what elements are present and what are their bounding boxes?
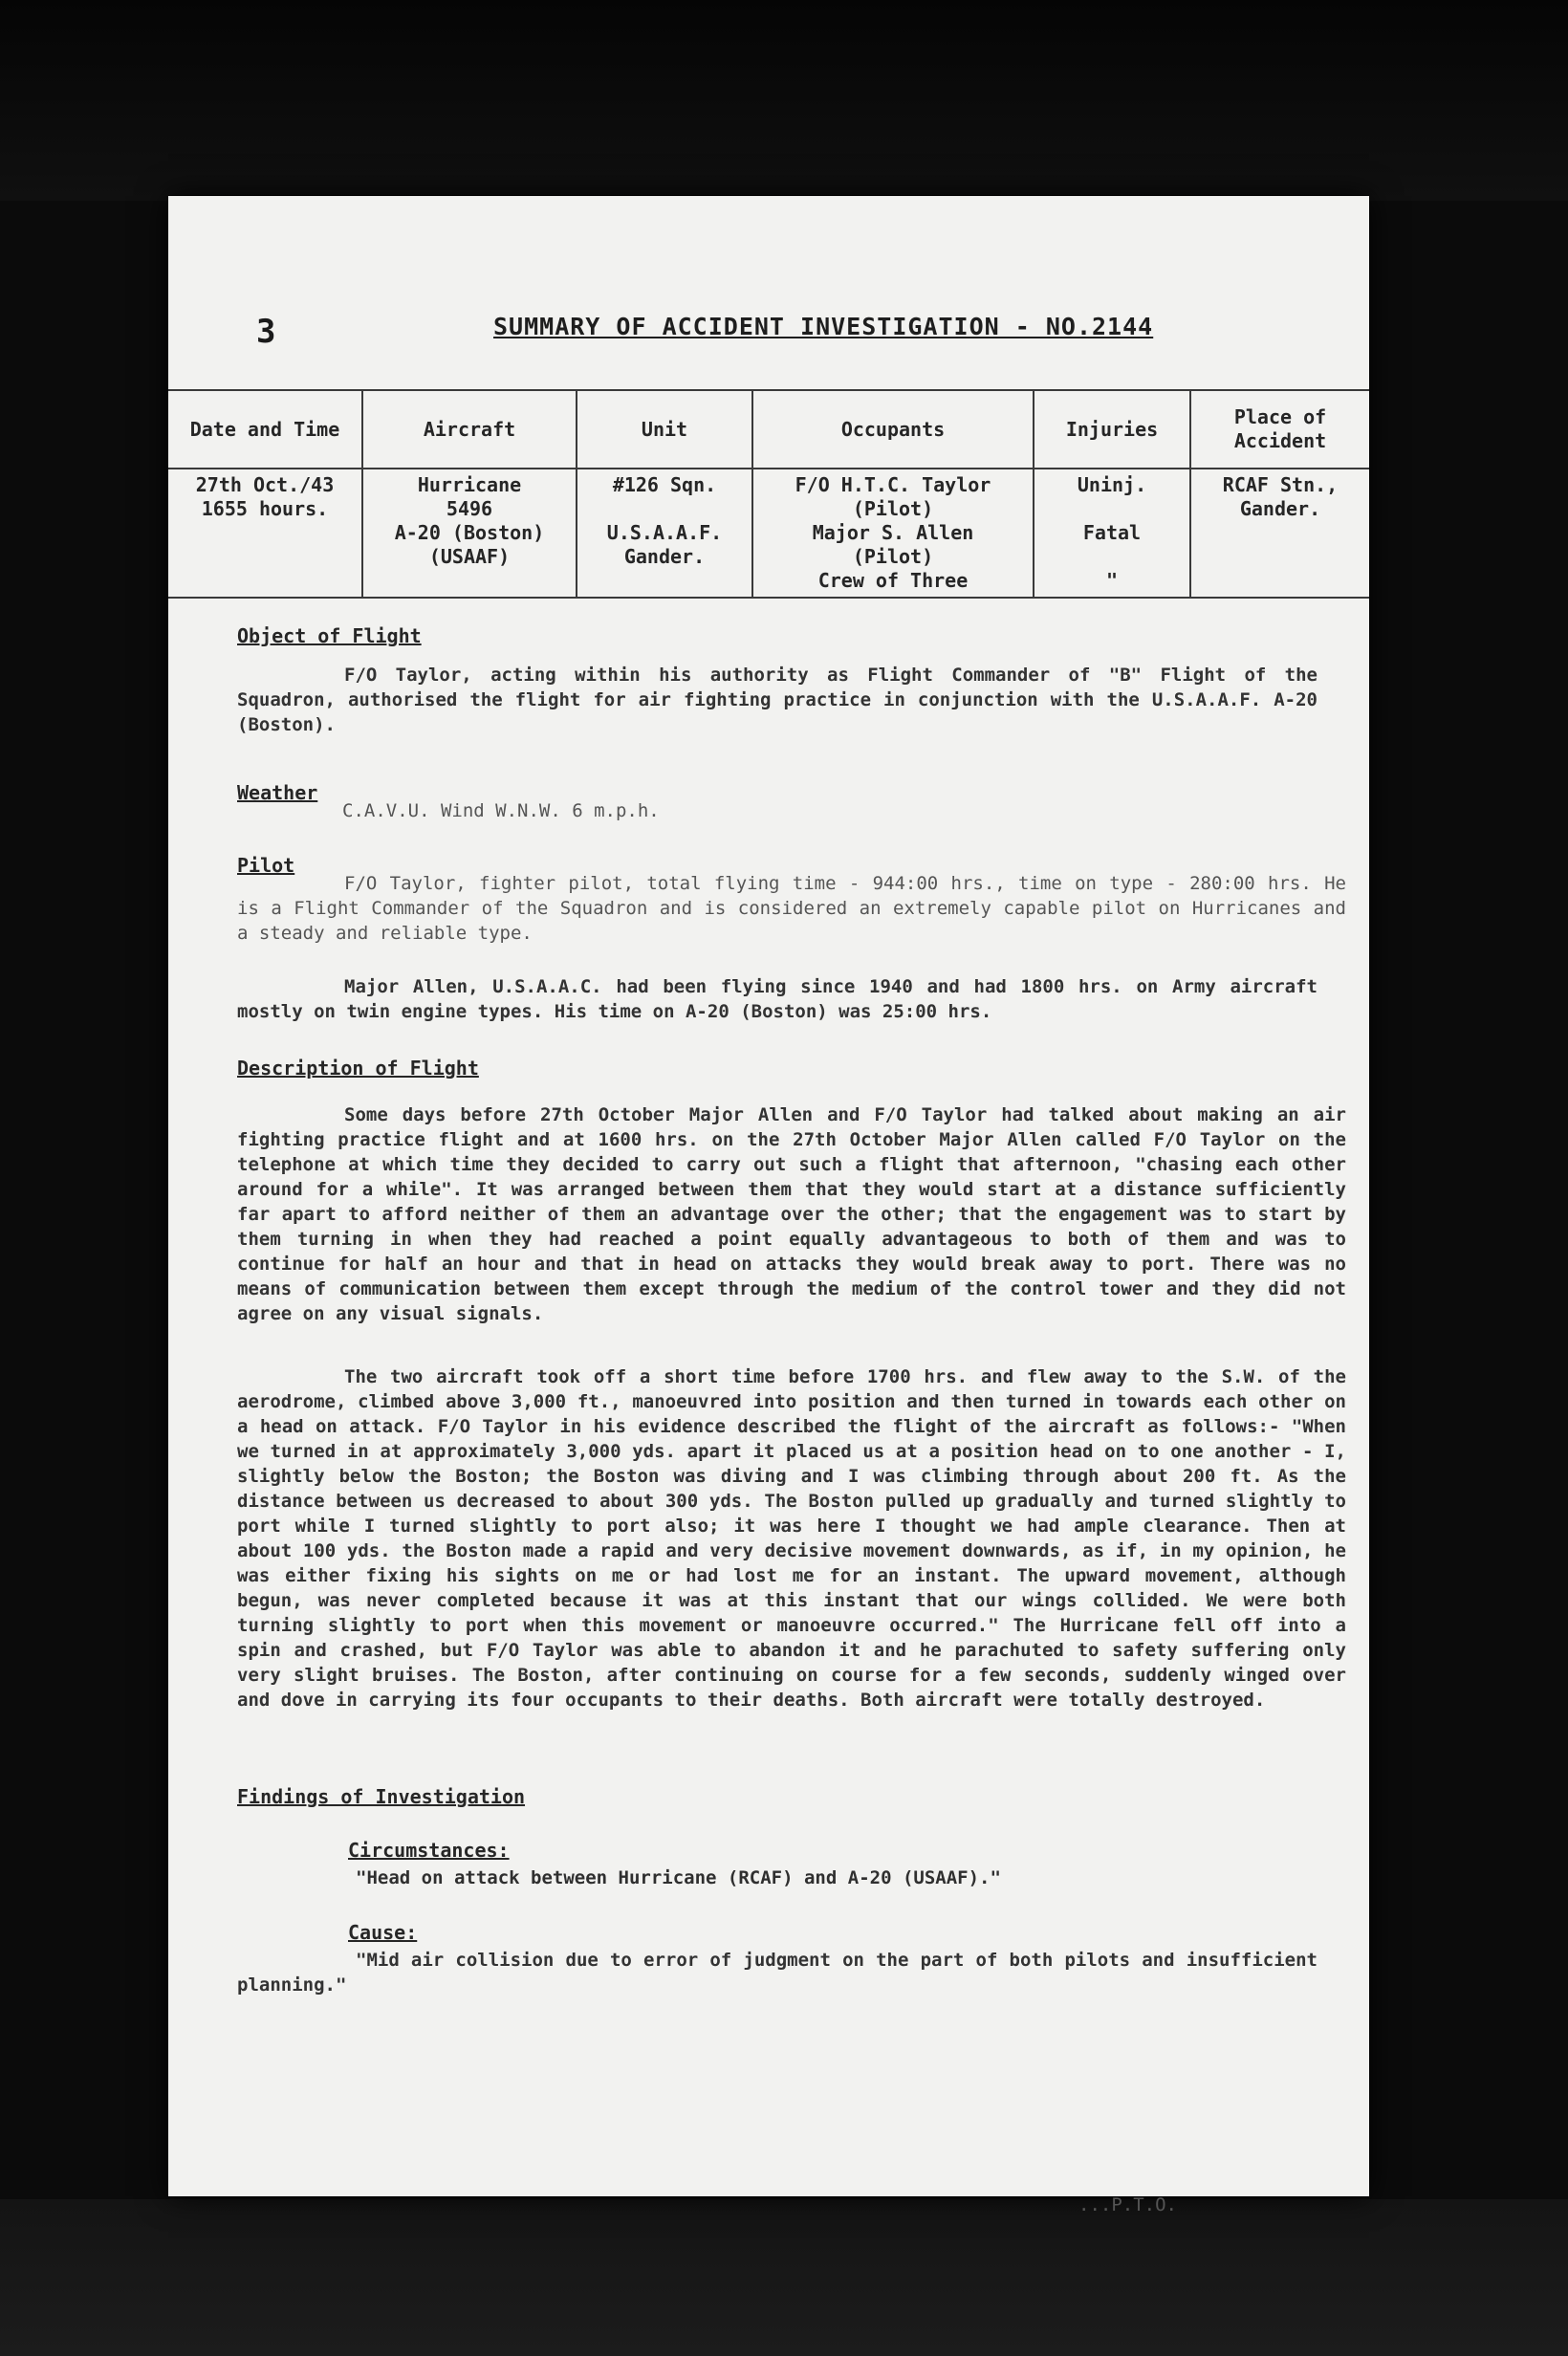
section-heading-findings: Findings of Investigation [237, 1785, 526, 1808]
table-header-row [168, 390, 1369, 469]
section-heading-weather: Weather [237, 781, 318, 804]
header-unit: Unit [577, 390, 752, 469]
aircraft-line: 5496 [446, 497, 493, 520]
place-line: RCAF Stn., [1222, 473, 1339, 496]
header-place: Place of Accident [1190, 390, 1369, 469]
header-occupants: Occupants [752, 390, 1034, 469]
pilot-paragraph-2: Major Allen, U.S.A.A.C. had been flying since 1940 and had 1800 hrs. on Army aircraft mostly on twin engine types. His time on A-20 (Boston) was 25:00 hrs. [237, 976, 1318, 1022]
occupant-line: Major S. Allen [812, 521, 974, 544]
cell-place [1190, 469, 1369, 598]
subheading-circumstances: Circumstances: [348, 1839, 510, 1862]
injury-line: " [1105, 569, 1119, 592]
aircraft-line: Hurricane [417, 473, 522, 496]
time-line: 1655 hours. [201, 497, 329, 520]
cell-aircraft [362, 469, 577, 598]
description-paragraph-2: The two aircraft took off a short time before 1700 hrs. and flew away to the S.W. of the aerodrome, climbed above 3,000 ft., manoeuvred into position and then turned in towards each other on a head on attack. F/O Taylor in his evidence described the flight of the aircraft as follows:- "When we turned in at approximately 3,000 yds. apart it placed us at a position head on to one another - I, slightly below the Boston; the Boston was diving and I was climbing through about 200 ft. As the distance between us decreased to about 300 yds. The Boston pulled up gradually and turned slightly to port while I turned slightly to port also; it was here I thought we had ample clearance. Then at about 100 yds. the Boston made a rapid and very decisive movement downwards, as if, in my opinion, he was either fixing his sights on me or had lost me for an instant. The upward movement, although begun, was never completed because it was at this instant that our wings collided. We were both turning slightly to port when this movement or manoeuvre occurred." The Hurricane fell off into a spin and crashed, but F/O Taylor was able to abandon it and he parachuted to safety suffering only very slight bruises. The Boston, after continuing on course for a few seconds, suddenly winged over and dove in carrying its four occupants to their deaths. Both aircraft were totally destroyed. [237, 1366, 1346, 1711]
section-heading-pilot: Pilot [237, 854, 295, 877]
occupant-line: (Pilot) [852, 545, 934, 568]
weather-paragraph: C.A.V.U. Wind W.N.W. 6 m.p.h. [342, 800, 660, 821]
place-line: Gander. [1239, 497, 1321, 520]
circumstances-text: "Head on attack between Hurricane (RCAF) and A-20 (USAAF)." [356, 1867, 1001, 1888]
injury-line [1040, 545, 1184, 569]
page-turn-note: ...P.T.O. [1078, 2194, 1177, 2215]
document-title: SUMMARY OF ACCIDENT INVESTIGATION - NO.2144 [493, 313, 1154, 340]
section-heading-description: Description of Flight [237, 1057, 479, 1080]
object-paragraph: F/O Taylor, acting within his authority as Flight Commander of "B" Flight of the Squadron, authorised the flight for air fighting practice in conjunction with the U.S.A.A.F. A-20 (Boston). [237, 665, 1318, 735]
date-line: 27th Oct./43 [195, 473, 335, 496]
aircraft-line: A-20 (Boston) [394, 521, 545, 544]
unit-line: Gander. [623, 545, 706, 568]
film-background-top [0, 0, 1568, 201]
aircraft-line: (USAAF) [428, 545, 511, 568]
occupant-line: F/O H.T.C. Taylor [795, 473, 991, 496]
document-page [168, 196, 1369, 2215]
section-heading-object: Object of Flight [237, 624, 422, 647]
cell-injuries [1034, 469, 1190, 598]
pilot-paragraph-1: F/O Taylor, fighter pilot, total flying time - 944:00 hrs., time on type - 280:00 hrs. He is a Flight Commander of the Squadron and is considered an extremely capable pilot on Hurricanes and a steady and reliable type. [237, 873, 1346, 944]
cause-text: "Mid air collision due to error of judgment on the part of both pilots and insufficient planning." [237, 1950, 1318, 1996]
injury-line: Uninj. [1077, 473, 1147, 496]
header-date: Date and Time [168, 390, 362, 469]
subheading-cause: Cause: [348, 1921, 418, 1944]
cell-date [168, 469, 362, 598]
occupant-line: Crew of Three [817, 569, 969, 592]
table-row [168, 469, 1369, 598]
occupant-line: (Pilot) [852, 497, 934, 520]
injury-line [1040, 497, 1184, 521]
unit-line: U.S.A.A.F. [606, 521, 723, 544]
page-number: 3 [256, 313, 276, 351]
film-background-bottom [0, 2199, 1568, 2356]
description-paragraph-1: Some days before 27th October Major Allen and F/O Taylor had talked about making an air fighting practice flight and at 1600 hrs. on the 27th October Major Allen called F/O Taylor on the telephone at which time they decided to carry out such a flight that afternoon, "chasing each other around for a while". It was arranged between them that they would start at a distance sufficiently far apart to afford neither of them an advantage over the other; that the engagement was to start by them turning in when they had reached a point equally advantageous to both of them and was to continue for half an hour and that in head on attacks they would break away to port. There was no means of communication between them except through the medium of the control tower and they did not agree on any visual signals. [237, 1104, 1346, 1324]
injury-line: Fatal [1082, 521, 1142, 544]
header-injuries: Injuries [1034, 390, 1190, 469]
unit-line [583, 497, 746, 521]
header-aircraft: Aircraft [362, 390, 577, 469]
cell-occupants [752, 469, 1034, 598]
cell-unit [577, 469, 752, 598]
accident-summary-table [168, 389, 1369, 599]
unit-line: #126 Sqn. [612, 473, 717, 496]
